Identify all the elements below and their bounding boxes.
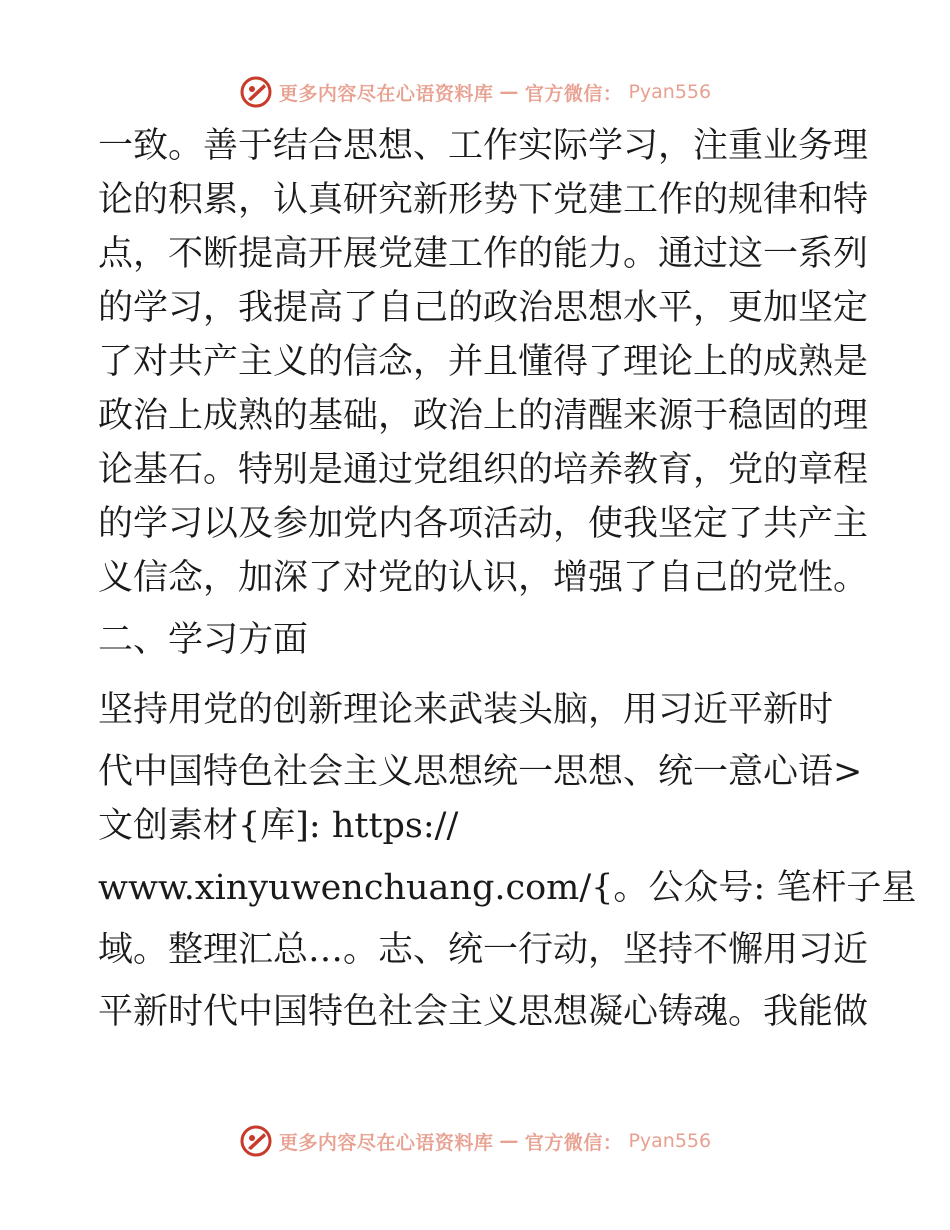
footer-wechat-handle: Pyan556 bbox=[628, 1130, 712, 1152]
body-line: 的学习，我提高了自己的政治思想水平，更加坚定 bbox=[98, 288, 869, 328]
body-line: 论基石。特别是通过党组织的培养教育，党的章程 bbox=[98, 450, 869, 490]
header-wechat-label: 官方微信： bbox=[524, 82, 623, 105]
footer-brand-text: 更多内容尽在心语资料库 bbox=[278, 1131, 494, 1154]
body-line: 义信念，加深了对党的认识，增强了自己的党性。 bbox=[98, 558, 869, 598]
document-body bbox=[98, 119, 917, 1047]
body-line: 政治上成熟的基础，政治上的清醒来源于稳固的理 bbox=[98, 396, 869, 436]
body-line: 一致。善于结合思想、工作实际学习，注重业务理 bbox=[98, 126, 869, 166]
body-line: www.xinyuwenchuang.com/{。公众号: 笔杆子星 bbox=[98, 868, 917, 908]
footer-wechat-label: 官方微信： bbox=[524, 1131, 623, 1154]
body-line: 域。整理汇总…。志、统一行动，坚持不懈用习近 bbox=[98, 930, 869, 970]
body-line: 文创素材{库]: https:// bbox=[98, 806, 459, 846]
header-dash: — bbox=[499, 81, 519, 103]
body-line: 了对共产主义的信念，并且懂得了理论上的成熟是 bbox=[98, 342, 869, 382]
body-line: 论的积累，认真研究新形势下党建工作的规律和特 bbox=[98, 180, 869, 220]
footer-banner bbox=[0, 1121, 950, 1161]
header-brand-text: 更多内容尽在心语资料库 bbox=[278, 82, 494, 105]
footer-dash: — bbox=[499, 1130, 519, 1152]
brand-logo-icon bbox=[239, 1124, 273, 1158]
header-wechat-handle: Pyan556 bbox=[628, 81, 712, 103]
body-line: 点，不断提高开展党建工作的能力。通过这一系列 bbox=[98, 234, 869, 274]
body-line: 坚持用党的创新理论来武装头脑，用习近平新时 bbox=[98, 690, 834, 730]
brand-logo-icon bbox=[239, 75, 273, 109]
body-line: 的学习以及参加党内各项活动，使我坚定了共产主 bbox=[98, 504, 869, 544]
body-line: 代中国特色社会主义思想统一思想、统一意心语> bbox=[98, 752, 863, 792]
body-line: 平新时代中国特色社会主义思想凝心铸魂。我能做 bbox=[98, 992, 869, 1032]
section-heading: 二、学习方面 bbox=[98, 620, 309, 660]
header-banner bbox=[0, 72, 950, 112]
